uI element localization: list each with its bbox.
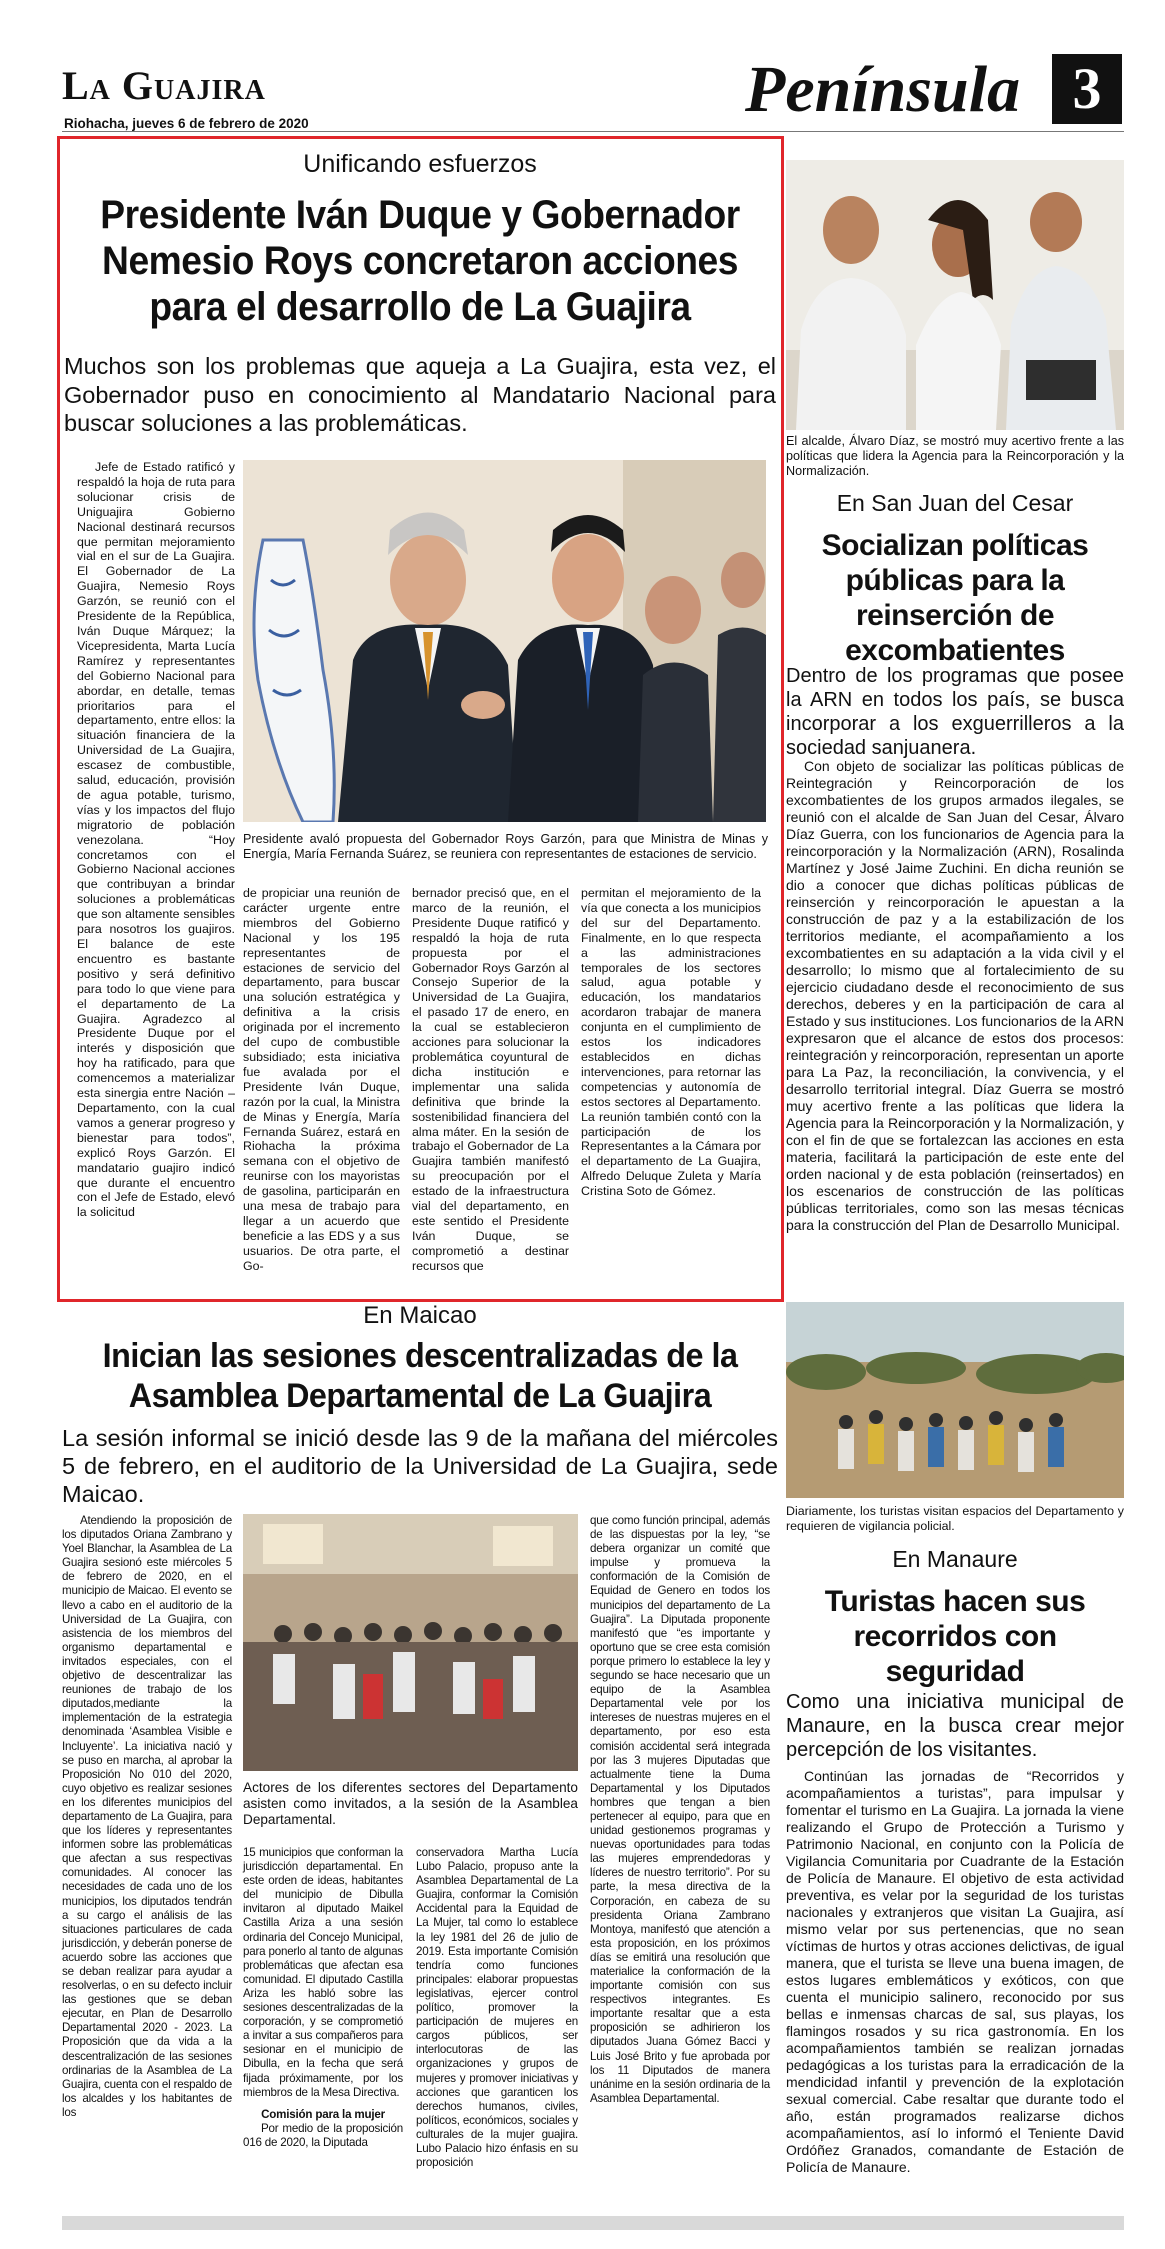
newspaper-name: La Guajira: [62, 63, 266, 108]
maicao-headline: Inician las sesiones descentralizadas de la Asamblea Departamental de La Guajira: [102, 1337, 738, 1415]
maicao-deck: La sesión informal se inició desde las 9 de la mañana del miércoles 5 de febrero, en el auditorio de la Universidad de La Guajira, sede Maicao.: [62, 1425, 778, 1507]
maicao-kicker: En Maicao: [363, 1302, 477, 1329]
masthead-rule: [62, 131, 1124, 132]
article-headline: Presidente Iván Duque y Gobernador Nemesio Roys concretaron acciones para el desarrollo de La Guajira: [100, 193, 740, 329]
main-photo-caption: Presidente avaló propuesta del Gobernador Roys Garzón, para que Ministra de Minas y Energía, María Fernanda Suárez, se reuniera con representantes de estaciones de servicio.: [243, 832, 768, 861]
arn-kicker: En San Juan del Cesar: [836, 490, 1074, 516]
article-kicker: Unificando esfuerzos: [303, 150, 537, 178]
article-column-2: de propiciar una reunión de carácter urgente entre miembros del Gobierno Nacional y los 195 representantes de estaciones de servicio del departamento, para buscar una solución estratégica y definitiva a la crisis originada por el incremento del cupo de combustible subsidiado; esta iniciativa fue avalada por el Presidente Iván Duque, razón por la cual, la Ministra de Minas y Energía, María Fernanda Suárez, estará en Riohacha la próxima semana con el objetivo de reunirse con los mayoristas de gasolina, participarán en una mesa de trabajo para llegar a un acuerdo que beneficie a las EDS y a sus usuarios. De otra parte, el Go-: [243, 886, 400, 1273]
maicao-column-4: que como función principal, además de las dispuestas por la ley, “se debera organizar un comité que impulse y promueva la conformación de la Comisión de Equidad de Genero en todos los municipios del departamento de La Guajira”. La Diputada proponente manifestó que “es importante y oportuno que se cree esta comisión porque primero lo establece la ley y segundo se hace necesario que un equipo de la Asamblea Departamental vele por los intereses de nuestras mujeres en el departamento, por eso esta comisión accidental será integrada por las 3 mujeres Diputadas que actualmente tiene la Duma Departamental y los Diputados hombres que tengan a bien pertenecer al equipo, para que en unidad gestionemos programas y nuevas oportunidades para todas las mujeres emprendedoras y líderes de nuestro territorio”. Por su parte, la mesa directiva de la Corporación, en cabeza de su presidenta Oriana Zambrano Montoya, manifestó que atención a esta proposición, en los próximos días se emitirá una resolución que materialice la conformación de la importante comisión con sus respectivos integrantes. Es importante resaltar que a esta proposición se adhirieron los diputados Juana Gómez Bacci y Luis José Brito y fue aprobada por los 11 Diputados de manera unánime en la sesión ordinaria de la Asamblea Departamental.: [590, 1514, 770, 2105]
article-column-1: Jefe de Estado ratificó y respaldó la hoja de ruta para solucionar crisis de Uniguajira Gobierno Nacional destinará recursos que permitan mejoramiento vial en el sur de La Guajira. El Gobernador de La Guajira, Nemesio Roys Garzón, se reunió con el Presidente de la República, Iván Duque Márquez; la Vicepresidenta, Marta Lucía Ramírez y representantes del Gobierno Nacional para abordar, en detalle, temas prioritarios para el departamento, entre ellos: la situación financiera de la Universidad de La Guajira, escasez de combustible, salud, educación, provisión de agua potable, turismo, vías y los impactos del flujo migratorio de población venezolana. “Hoy concretamos con el Gobierno Nacional acciones que contribuyan a brindar soluciones a problemáticas que son altamente sensibles para nosotros los guajiros. El balance de este encuentro es bastante positivo y será definitivo para todo lo que viene para el departamento de La Guajira. Agradezco al Presidente Duque por el interés y disposición que hoy ha ratificado, para que comencemos a materializar esta sinergia entre Nación – Departamento, con la cual vamos a generar progreso y bienestar para todos”, explicó Roys Garzón. El mandatario guajiro indicó que durante el encuentro con el Jefe de Estado, elevó la solicitud: [77, 460, 235, 1220]
page-number: 3: [1072, 56, 1102, 121]
manaure-headline: Turistas hacen sus recorridos con seguridad: [824, 1585, 1086, 1688]
alcalde-meeting-photo: [786, 160, 1124, 430]
arn-headline: Socializan políticas públicas para la reinserción de excombatientes: [821, 529, 1089, 667]
page-number-box: [1052, 54, 1122, 124]
photo-illustration: [786, 1302, 1124, 1498]
photo-illustration: [243, 460, 766, 822]
article-column-4: permitan el mejoramiento de la vía que conecta a los municipios del sur del Departamento. Finalmente, en lo que respecta a las administraciones temporales de los sectores salud, agua potable y educación, los mandatarios acordaron trabajar de manera conjunta en el cumplimiento de estos los indicadores establecidos en dichas intervenciones, para retornar las competencias y autonomía de estos sectores al Departamento. La reunión también contó con la participación de los Representantes a la Cámara por el departamento de La Guajira, Alfredo Deluque Zuleta y María Cristina Soto de Gómez.: [581, 886, 761, 1199]
manaure-kicker: En Manaure: [892, 1546, 1018, 1572]
duque-roys-photo: [243, 460, 766, 822]
maicao-subhead: Comisión para la mujer: [261, 2107, 385, 2121]
asamblea-session-photo: [243, 1514, 578, 1771]
article-deck: Muchos son los problemas que aqueja a La Guajira, esta vez, el Gobernador puso en conocimiento al Mandatario Nacional para buscar soluciones a las problemáticas.: [64, 353, 776, 436]
section-title: Península: [745, 53, 1021, 126]
arn-deck: Dentro de los programas que posee la ARN en todos los país, se busca incorporar a los exguerrilleros a la sociedad sanjuanera.: [786, 665, 1124, 759]
arn-body: Con objeto de socializar las políticas públicas de Reintegración y Reincorporación de los excombatientes de los grupos armados ilegales, se reunió con el alcalde de San Juan del Cesar, Álvaro Díaz Guerra, con los funcionarios de Agencia para la reincorporación y la Normalización (ARN), Rosalinda Martínez y José Jaime Zuchini. En dicha reunión se dio a conocer que dichas políticas públicas de reinserción y reincorporación le apuestan a la construcción de paz y a la estabilización de los territorios mediante, el acompañamiento a los excombatientes en su adaptación a la vida civil y el desarrollo; lo mismo que al fortalecimiento de su ejercicio ciudadano desde el reconocimiento de sus derechos, deberes y en la participación de cara al Estado y sus instituciones. Los funcionarios de la ARN expresaron que el alcance de estos dos procesos: reintegración y reincorporación, representan un aporte para La Paz, la reconciliación, la convivencia, y el desarrollo territorial integral. Díaz Guerra se mostró muy acertivo frente a las políticas que lidera la Agencia para la Reincorporación y la Normalización, y con el fin de que se fortalezcan las acciones en esta materia, facilitará la participación de este ente del orden nacional y de esta población (reinsertados) en los escenarios de construcción de las políticas públicas territoriales, como son las mesas técnicas para la construcción del Plan de Desarrollo Municipal.: [786, 758, 1124, 1233]
maicao-column-1: Atendiendo la proposición de los diputados Oriana Zambrano y Yoel Blanchar, la Asamblea de La Guajira sesionó este miércoles 5 de febrero de 2020, en el municipio de Maicao. El evento se llevo a cabo en el auditorio de la Universidad de La Guajira, con asistencia de los miembros del organismo departamental e invitados especiales, con el objetivo de descentralizar las reuniones de trabajo de los diputados,mediante la implementación de la estrategia denominada ‘Asamblea Visible e Incluyente’. La iniciativa nació y se puso en marcha, al aprobar la Proposición No 010 del 2020, cuyo objetivo es realizar sesiones en los diferentes municipios del departamento de La Guajira, para que los líderes y representantes informen sobre las problemáticas que afectan a sus respectivas comunidades. Al conocer las necesidades de cada uno de los municipios, los diputados tendrán a su cargo el análisis de las situaciones particulares de cada jurisdicción, y deberán ponerse de acuerdo sobre las acciones que se deban realizar para ayudar a resolverlas, o en su defecto incluir las gestiones que se deban ejecutar, en Plan de Desarrollo Departamental 2020 - 2023. La Proposición que da vida a la descentralización de las sesiones ordinarias de la Asamblea de La Guajira, cuenta con el respaldo de los alcaldes y los habitantes de los: [62, 1514, 232, 2119]
manaure-photo-caption: Diariamente, los turistas visitan espacios del Departamento y requieren de vigilancia policial.: [786, 1504, 1124, 1533]
maicao-photo-caption: Actores de los diferentes sectores del Departamento asisten como invitados, a la sesión de la Asamblea Departamental.: [243, 1780, 578, 1827]
maicao-column-2: 15 municipios que conforman la jurisdicción departamental. En este orden de ideas, habitantes del municipio de Dibulla invitaron al diputado Maikel Castilla Ariza a una sesión ordinaria del Concejo Municipal, para ponerlo al tanto de algunas problemáticas que afectan esa comunidad. El diputado Castilla Ariza les habló sobre las sesiones descentralizadas de la corporación, y se comprometió a invitar a sus compañeros para sesionar en el municipio de Dibulla, en la fecha que será fijada próximamente, por los miembros de la Mesa Directiva. Comisión para la mujer Por medio de la proposición 016 de 2020, la Diputada: [243, 1846, 403, 2149]
manaure-deck: Como una iniciativa municipal de Manaure, en la busca crear mejor percepción de los visitantes.: [786, 1691, 1124, 1761]
maicao-column-3: conservadora Martha Lucía Lubo Palacio, propuso ante la Asamblea Departamental de La Guajira, conformar la Comisión Accidental para la Equidad de La Mujer, tal como lo establece la ley 1981 del 26 de julio de 2019. Esta importante Comisión tendría como funciones principales: elaborar propuestas legislativas, ejercer control político, promover la participación de mujeres en cargos públicos, ser interlocutoras de las organizaciones y grupos de mujeres y promover iniciativas y acciones que garanticen los derechos humanos, civiles, políticos, económicos, sociales y culturales de la mujer guajira. Lubo Palacio hizo énfasis en su proposición: [416, 1846, 578, 2170]
dateline: Riohacha, jueves 6 de febrero de 2020: [64, 116, 309, 131]
photo-illustration: [786, 160, 1124, 430]
article-column-3: bernador precisó que, en el marco de la reunión, el Presidente Duque ratificó y respaldó la hoja de ruta propuesta por el Gobernador Roys Garzón al Consejo Superior de la Universidad de La Guajira, el pasado 17 de enero, en la cual se establecieron acciones para solucionar la problemática coyuntural de dicha institución e implementar una salida definitiva que brinde la sostenibilidad financiera del alma máter. En la sesión de trabajo el Gobernador de La Guajira también manifestó su preocupación por el estado de la infraestructura vial del departamento, en este sentido el Presidente Iván Duque, se comprometió a destinar recursos que: [412, 886, 569, 1273]
tourists-photo: [786, 1302, 1124, 1498]
arn-photo-caption: El alcalde, Álvaro Díaz, se mostró muy acertivo frente a las políticas que lidera la Agencia para la Reincorporación y la Normalización.: [786, 434, 1124, 478]
photo-illustration: [243, 1514, 578, 1771]
manaure-body: Continúan las jornadas de “Recorridos y acompañamientos a turistas”, para impulsar y fomentar el turismo en La Guajira. La jornada la viene realizando el Grupo de Protección a Turismo y Patrimonio Nacional, en conjunto con la Policía de Vigilancia Comunitaria por Cuadrante de la Estación de Policía de Manaure. El objetivo de esta actividad preventiva, es velar por la seguridad de los turistas nacionales y extranjeros que visitan La Guajira, así mismo velar por sus pertenencias, que no sean víctimas de hurtos y otras acciones delictivas, de igual manera, que el turista se lleve una buena imagen, de estos lugares emblemáticos y exóticos, con que cuenta el municipio salinero, reconocido por sus bellas e inmensas charcas de sal, sus playas, los flamingos rosados y su rica gastronomía. En los acompañamientos también se realizan jornadas pedagógicas a los turistas para la erradicación de la mendicidad infantil y prevención de la explotación sexual comercial. Cabe resaltar que durante todo el año, están programados realizarse dichos acompañamientos, así lo informó el Teniente David Ordóñez Granados, comandante de Estación de Policía de Manaure.: [786, 1768, 1124, 2175]
footer-bar: [62, 2216, 1124, 2230]
